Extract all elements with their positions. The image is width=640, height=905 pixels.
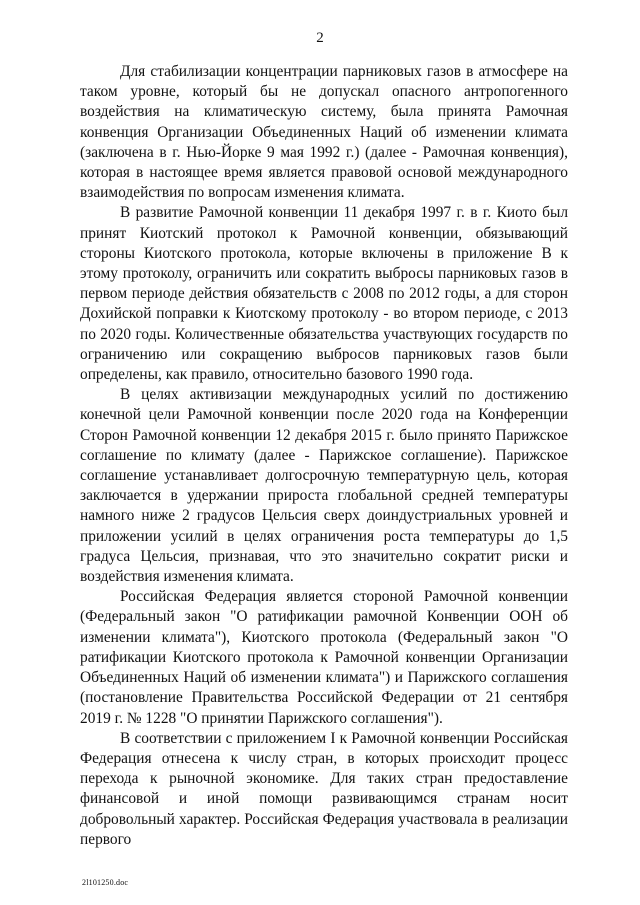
paragraph-annex-one: В соответствии с приложением I к Рамочной конвенции Российская Федерация отнесена к числу стран, в которых происходит процесс перехода к рыночной экономике. Для таких стран предоставление финансовой и иной помощи развивающимся странам носит добровольный характер. Российская Федерация участвовала в реализации первого <box>80 729 568 848</box>
paragraph-russia-party: Российская Федерация является стороной Рамочной конвенции (Федеральный закон "О ратификации рамочной Конвенции ООН об изменении климата"), Киотского протокола (Федеральный закон "О ратификации Киотского протокола к Рамочной конвенции Организации Объединенных Наций об изменении климата") и Парижского соглашения (постановление Правительства Российской Федерации от 21 сентября 2019 г. № 1228 "О принятии Парижского соглашения"). <box>80 588 568 727</box>
paragraph-kyoto-protocol: В развитие Рамочной конвенции 11 декабря 1997 г. в г. Киото был принят Киотский протокол к Рамочной конвенции, обязывающий стороны Киотского протокола, которые включены в приложение В к этому протоколу, ограничить или сократить выбросы парниковых газов в первом периоде действия обязательств с 2008 по 2012 годы, а для сторон Дохийской поправки к Киотскому протоколу - во втором периоде, с 2013 по 2020 годы. Количественные обязательства участвующих государств по ограничению или сокращению выбросов парниковых газов были определены, как правило, относительно базового 1990 года. <box>80 204 568 384</box>
paragraph-paris-agreement: В целях активизации международных усилий по достижению конечной цели Рамочной конвенции после 2020 года на Конференции Сторон Рамочной конвенции 12 декабря 2015 г. было принято Парижское соглашение по климату (далее - Парижское соглашение). Парижское соглашение устанавливает долгосрочную температурную цель, которая заключается в удержании прироста глобальной средней температуры намного ниже 2 градусов Цельсия сверх доиндустриальных уровней и приложении усилий в целях ограничения роста температуры до 1,5 градуса Цельсия, признавая, что это значительно сократит риски и воздействия изменения климата. <box>80 386 568 586</box>
page-number: 2 <box>316 30 324 46</box>
paragraph-unfccc: Для стабилизации концентрации парниковых газов в атмосфере на таком уровне, который бы не допускал опасного антропогенного воздействия на климатическую систему, была принята Рамочная конвенция Организации Объединенных Наций об изменении климата (заключена в г. Нью-Йорке 9 мая 1992 г.) (далее - Рамочная конвенция), которая в настоящее время является правовой основой международного взаимодействия по вопросам изменения климата. <box>80 63 568 202</box>
footer-filename: 2l101250.doc <box>82 878 129 887</box>
document-body <box>80 62 568 850</box>
